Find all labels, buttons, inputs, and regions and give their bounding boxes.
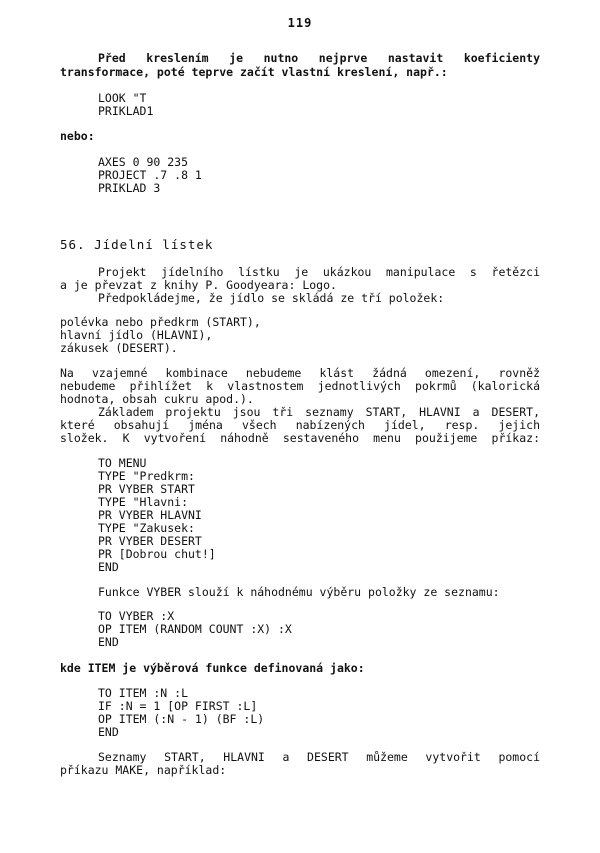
code-line: TO VYBER :X bbox=[98, 609, 175, 623]
paragraph-line: příkazu MAKE, například: bbox=[60, 763, 227, 777]
section-heading: 56. Jídelní lístek bbox=[60, 237, 214, 252]
code-line: LOOK "T bbox=[98, 91, 147, 105]
code-line: END bbox=[98, 635, 119, 649]
nebo-label: nebo: bbox=[60, 129, 95, 143]
code-line: TYPE "Hlavni: bbox=[98, 495, 189, 509]
paragraph-line: Základem projektu jsou tři seznamy START, HLAVNI a DESERT, bbox=[98, 405, 540, 419]
code-line: PR VYBER HLAVNI bbox=[98, 508, 202, 522]
paragraph-line: složek. K vytvoření náhodně sestaveného menu použijeme příkaz: bbox=[60, 431, 540, 445]
list-item: hlavní jídlo (HLAVNI), bbox=[60, 328, 213, 342]
paragraph-line: Před kreslením je nutno nejprve nastavit koeficienty bbox=[98, 51, 540, 65]
code-line: TYPE "Predkrm: bbox=[98, 469, 195, 483]
code-line: OP ITEM (:N - 1) (BF :L) bbox=[98, 712, 265, 726]
paragraph-line: Funkce VYBER slouží k náhodnému výběru položky ze seznamu: bbox=[98, 585, 500, 599]
code-line: TO MENU bbox=[98, 456, 147, 470]
code-line: PRIKLAD 3 bbox=[98, 181, 161, 195]
code-line: PROJECT .7 .8 1 bbox=[98, 168, 202, 182]
paragraph-line: kde ITEM je výběrová funkce definovaná jako: bbox=[60, 661, 365, 675]
code-line: OP ITEM (RANDOM COUNT :X) :X bbox=[98, 622, 292, 636]
code-line: PR [Dobrou chut!] bbox=[98, 547, 216, 561]
code-line: PRIKLAD1 bbox=[98, 104, 154, 118]
paragraph-line: Projekt jídelního lístku je ukázkou manipulace s řetězci bbox=[98, 265, 540, 279]
code-line: END bbox=[98, 560, 119, 574]
paragraph-line: a je převzat z knihy P. Goodyeara: Logo. bbox=[60, 278, 337, 292]
paragraph-line: nebudeme přihlížet k vlastnostem jednotlivých pokrmů (kalorická bbox=[60, 379, 540, 393]
paragraph-line: Předpokládejme, že jídlo se skládá ze tří položek: bbox=[98, 291, 445, 305]
paragraph-line: které obsahují jména všech nabízených jídel, resp. jejich bbox=[60, 418, 540, 432]
code-line: AXES 0 90 235 bbox=[98, 155, 189, 169]
code-line: TO ITEM :N :L bbox=[98, 686, 189, 700]
list-item: zákusek (DESERT). bbox=[60, 341, 178, 355]
code-line: END bbox=[98, 725, 119, 739]
page-number: 119 bbox=[287, 16, 313, 30]
code-line: PR VYBER START bbox=[98, 482, 195, 496]
code-line: IF :N = 1 [OP FIRST :L] bbox=[98, 699, 258, 713]
paragraph-line: Na vzajemné kombinace nebudeme klást žádná omezení, rovněž bbox=[60, 366, 540, 380]
list-item: polévka nebo předkrm (START), bbox=[60, 315, 261, 329]
code-line: TYPE "Zakusek: bbox=[98, 521, 195, 535]
paragraph-line: hodnota, obsah cukru apod.). bbox=[60, 392, 254, 406]
paragraph-line: Seznamy START, HLAVNI a DESERT můžeme vytvořit pomocí bbox=[98, 750, 540, 764]
code-line: PR VYBER DESERT bbox=[98, 534, 202, 548]
paragraph-line: transformace, poté teprve začít vlastní kreslení, např.: bbox=[60, 65, 448, 79]
